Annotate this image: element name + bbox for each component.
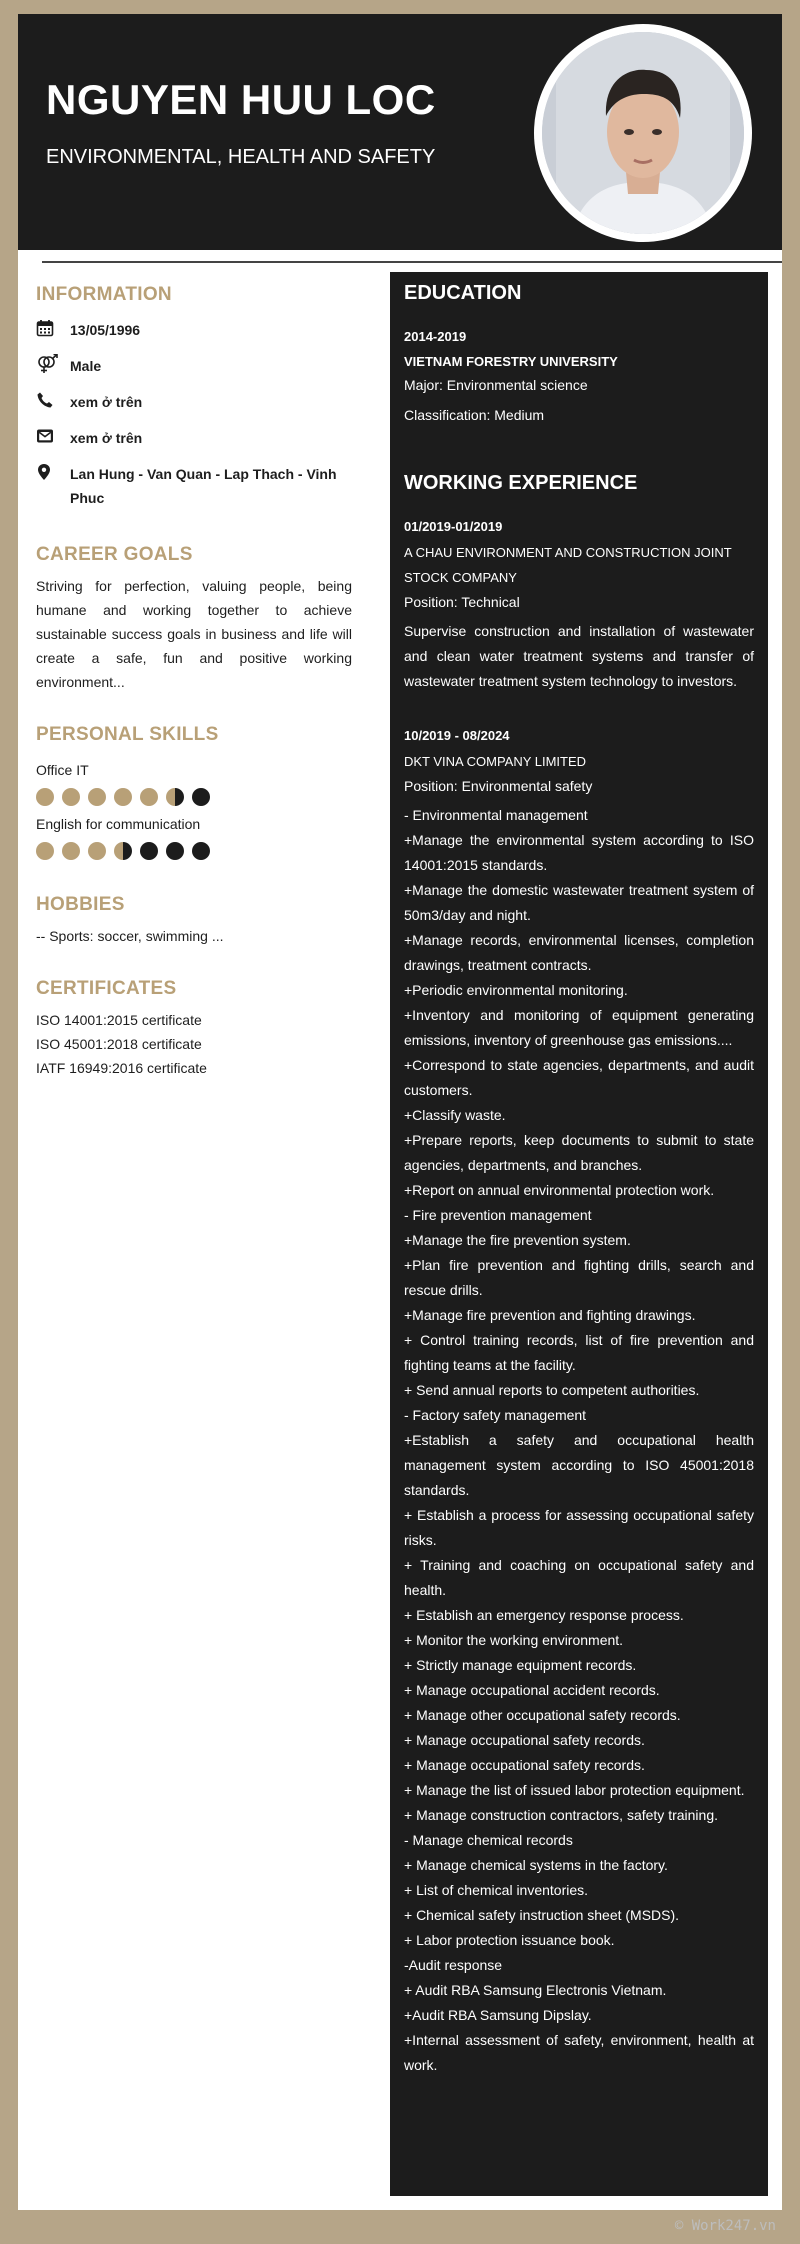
job-1-description: Supervise construction and installation of wastewater and clean water treatment systems and transfer of wastewater treatment system technology to investors. (404, 623, 754, 689)
info-address-text: Lan Hung - Van Quan - Lap Thach - Vinh Phuc (70, 466, 337, 506)
certificates-heading: CERTIFICATES (36, 978, 177, 999)
duty-item: + List of chemical inventories. (404, 1882, 589, 1898)
duty-item: + Manage chemical systems in the factory. (404, 1857, 668, 1873)
skill-office-it-rating (36, 788, 352, 806)
avatar-portrait (542, 32, 744, 234)
rating-dot (36, 842, 54, 860)
duty-item: +Plan fire prevention and fighting drills, search and rescue drills. (404, 1257, 754, 1298)
duty-item: +Correspond to state agencies, departments, and audit customers. (404, 1057, 754, 1098)
rating-dot (192, 842, 210, 860)
left-column (36, 284, 352, 1080)
certificates-list (36, 1008, 352, 1080)
duty-item: + Strictly manage equipment records. (404, 1657, 637, 1673)
skills-heading: PERSONAL SKILLS (36, 724, 219, 745)
duty-item: -Audit response (404, 1957, 503, 1973)
education-school: VIETNAM FORESTRY UNIVERSITY (404, 354, 618, 369)
info-birthdate-text: 13/05/1996 (70, 322, 141, 338)
duty-item: +Inventory and monitoring of equipment generating emissions, inventory of greenhouse gas emissions.... (404, 1007, 754, 1048)
duty-item: + Training and coaching on occupational safety and health. (404, 1557, 754, 1598)
rating-dot (114, 842, 132, 860)
right-column (390, 272, 768, 2196)
rating-dot (36, 788, 54, 806)
info-gender-text: Male (70, 358, 102, 374)
job-1-position: Position: Technical (404, 594, 520, 610)
rating-dot (88, 788, 106, 806)
duty-item: + Labor protection issuance book. (404, 1932, 615, 1948)
rating-dot (62, 842, 80, 860)
duty-item: +Manage the environmental system according to ISO 14001:2015 standards. (404, 832, 754, 873)
duty-item: + Manage occupational safety records. (404, 1732, 645, 1748)
phone-icon (36, 390, 70, 410)
duty-item: +Internal assessment of safety, environment, health at work. (404, 2032, 754, 2073)
location-pin-icon (36, 462, 70, 482)
duty-item: - Manage chemical records (404, 1832, 573, 1848)
rating-dot (140, 842, 158, 860)
duty-item: - Environmental management (404, 807, 588, 823)
skill-english-rating (36, 842, 352, 860)
duty-item: + Manage occupational safety records. (404, 1757, 645, 1773)
job-2-period: 10/2019 - 08/2024 (404, 728, 510, 743)
rating-dot (140, 788, 158, 806)
duty-item: +Establish a safety and occupational health management system according to ISO 45001:2018 standards. (404, 1432, 754, 1498)
info-birthdate (36, 318, 352, 342)
job-1-company: A CHAU ENVIRONMENT AND CONSTRUCTION JOINT STOCK COMPANY (404, 545, 732, 585)
work247-watermark: © Work247.vn (674, 2218, 776, 2234)
duty-item: +Audit RBA Samsung Dipslay. (404, 2007, 592, 2023)
education-heading: EDUCATION (404, 282, 522, 304)
rating-dot (192, 788, 210, 806)
info-phone-text: xem ở trên (70, 394, 143, 410)
info-phone (36, 390, 352, 414)
rating-dot (166, 788, 184, 806)
duty-item: +Prepare reports, keep documents to submit to state agencies, departments, and branches. (404, 1132, 754, 1173)
education-major: Major: Environmental science (404, 377, 588, 393)
duty-item: +Manage the domestic wastewater treatment system of 50m3/day and night. (404, 882, 754, 923)
cv-sheet (18, 14, 782, 2210)
rating-dot (62, 788, 80, 806)
information-heading: INFORMATION (36, 284, 172, 305)
rating-dot (166, 842, 184, 860)
career-goals-text: Striving for perfection, valuing people, being humane and working together to achieve sustainable success goals in business and life will create a safe, fun and positive working environment... (36, 578, 352, 690)
duty-item: + Establish an emergency response process. (404, 1607, 684, 1623)
education-period: 2014-2019 (404, 329, 467, 344)
hobbies-text: -- Sports: soccer, swimming ... (36, 928, 224, 944)
duty-item: + Control training records, list of fire prevention and fighting teams at the facility. (404, 1332, 754, 1373)
job-2-company: DKT VINA COMPANY LIMITED (404, 754, 587, 769)
candidate-name: NGUYEN HUU LOC (46, 76, 436, 123)
rating-dot (114, 788, 132, 806)
duty-item: + Audit RBA Samsung Electronis Vietnam. (404, 1982, 667, 1998)
duty-item: +Manage records, environmental licenses, completion drawings, treatment contracts. (404, 932, 754, 973)
calendar-icon (36, 318, 70, 338)
duty-item: - Factory safety management (404, 1407, 587, 1423)
avatar (542, 32, 744, 234)
skill-office-it: Office IT (36, 762, 89, 778)
info-email (36, 426, 352, 450)
duty-item: + Monitor the working environment. (404, 1632, 624, 1648)
duty-item: +Report on annual environmental protection work. (404, 1182, 715, 1198)
info-gender (36, 354, 352, 378)
job-2-position: Position: Environmental safety (404, 778, 593, 794)
duty-item: + Establish a process for assessing occupational safety risks. (404, 1507, 754, 1548)
education-classification: Classification: Medium (404, 407, 545, 423)
job-2-duties (404, 803, 754, 2078)
cv-header (18, 14, 782, 250)
experience-heading: WORKING EXPERIENCE (404, 472, 638, 494)
duty-item: + Manage the list of issued labor protection equipment. (404, 1782, 745, 1798)
duty-item: - Fire prevention management (404, 1207, 592, 1223)
header-divider (42, 261, 782, 263)
career-goals-heading: CAREER GOALS (36, 544, 193, 565)
skill-english: English for communication (36, 816, 201, 832)
job-title: ENVIRONMENTAL, HEALTH AND SAFETY (46, 146, 436, 168)
rating-dot (88, 842, 106, 860)
duty-item: +Periodic environmental monitoring. (404, 982, 628, 998)
gender-icon (36, 354, 70, 374)
duty-item: + Chemical safety instruction sheet (MSDS). (404, 1907, 680, 1923)
duty-item: + Manage construction contractors, safety training. (404, 1807, 718, 1823)
duty-item: + Manage other occupational safety records. (404, 1707, 681, 1723)
email-icon (36, 426, 70, 446)
info-email-text: xem ở trên (70, 430, 143, 446)
hobbies-heading: HOBBIES (36, 894, 125, 915)
certificate-item: ISO 14001:2015 certificate (36, 1012, 202, 1028)
duty-item: +Manage fire prevention and fighting drawings. (404, 1307, 696, 1323)
duty-item: +Classify waste. (404, 1107, 506, 1123)
duty-item: + Send annual reports to competent authorities. (404, 1382, 700, 1398)
certificate-item: ISO 45001:2018 certificate (36, 1036, 202, 1052)
job-1-period: 01/2019-01/2019 (404, 519, 503, 534)
certificate-item: IATF 16949:2016 certificate (36, 1060, 207, 1076)
info-address (36, 462, 352, 510)
duty-item: +Manage the fire prevention system. (404, 1232, 631, 1248)
duty-item: + Manage occupational accident records. (404, 1682, 660, 1698)
